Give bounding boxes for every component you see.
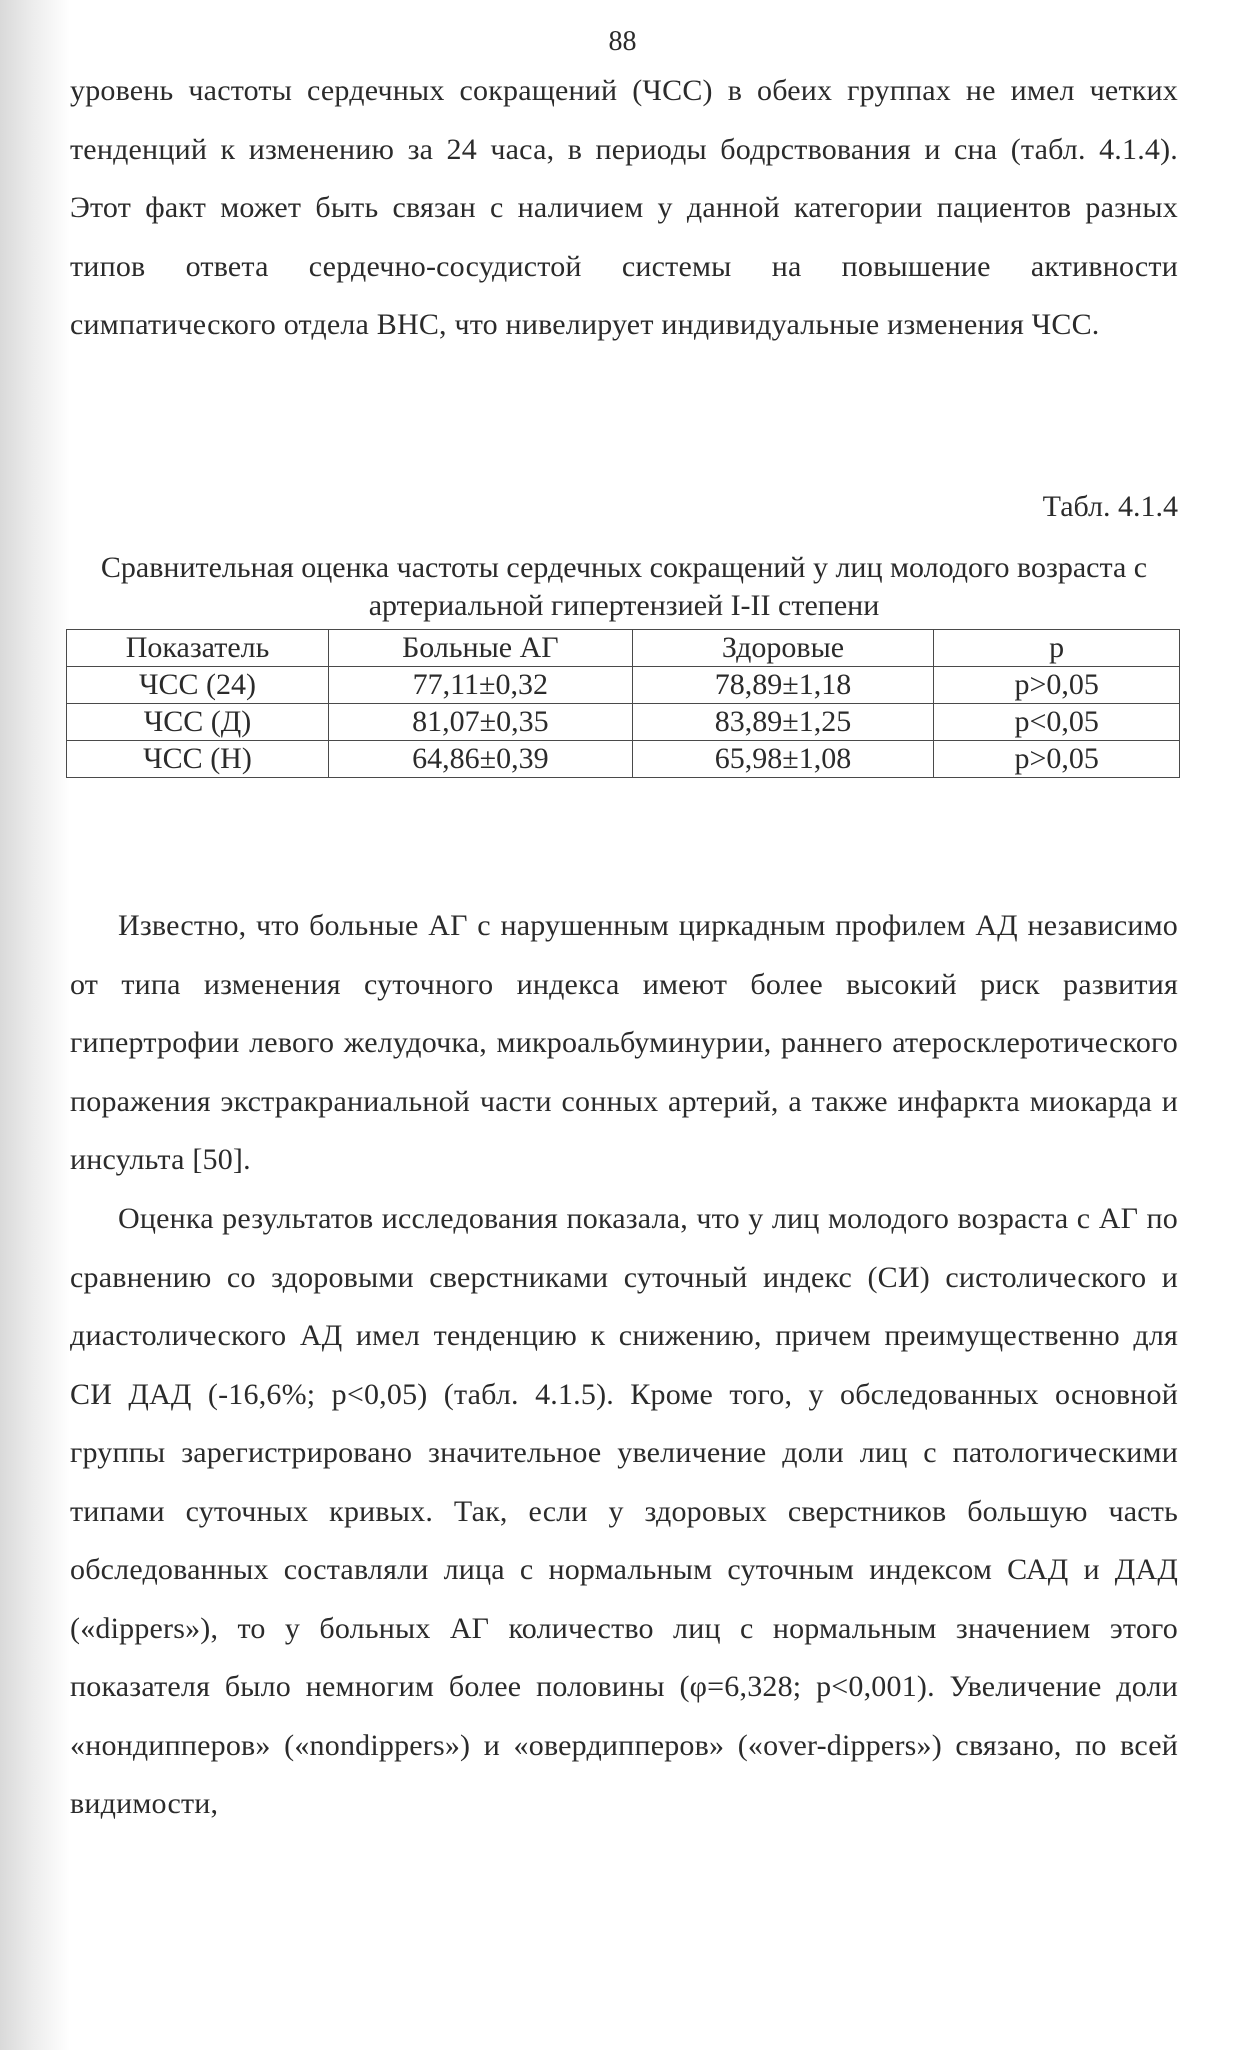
header-indicator: Показатель <box>67 630 329 667</box>
cell-patients: 81,07±0,35 <box>329 704 633 741</box>
cell-healthy: 78,89±1,18 <box>632 667 934 704</box>
page-number: 88 <box>608 26 637 57</box>
header-healthy: Здоровые <box>632 630 934 667</box>
scan-edge-shadow <box>0 0 70 2050</box>
cell-indicator: ЧСС (24) <box>67 667 329 704</box>
cell-healthy: 65,98±1,08 <box>632 741 934 778</box>
header-patients: Больные АГ <box>329 630 633 667</box>
cell-indicator: ЧСС (Д) <box>67 704 329 741</box>
cell-p: p<0,05 <box>934 704 1180 741</box>
cell-patients: 64,86±0,39 <box>329 741 633 778</box>
table-caption: Сравнительная оценка частоты сердечных сокращений у лиц молодого возраста с артериальной гипертензией I-II степени <box>100 551 1148 622</box>
table-row <box>67 741 1180 778</box>
header-p: p <box>934 630 1180 667</box>
cell-patients: 77,11±0,32 <box>329 667 633 704</box>
paragraph-circadian-risk: Известно, что больные АГ с нарушенным циркадным профилем АД независимо от типа изменения суточного индекса имеют более высокий риск развития гипертрофии левого желудочка, микроальбуминурии, раннего атеросклеротического поражения экстракраниальной части сонных артерий, а также инфаркта миокарда и инсульта [50]. <box>70 909 1178 1176</box>
cell-p: p>0,05 <box>934 667 1180 704</box>
paragraph-heart-rate-trend: уровень частоты сердечных сокращений (ЧСС) в обеих группах не имел четких тенденций к изменению за 24 часа, в периоды бодрствования и сна (табл. 4.1.4). Этот факт может быть связан с наличием у данной категории пациентов разных типов ответа сердечно-сосудистой системы на повышение активности симпатического отдела ВНС, что нивелирует индивидуальные изменения ЧСС. <box>70 74 1178 341</box>
cell-indicator: ЧСС (Н) <box>67 741 329 778</box>
table-label: Табл. 4.1.4 <box>1042 490 1178 523</box>
table-header-row <box>67 630 1180 667</box>
heart-rate-table <box>66 629 1180 778</box>
paragraph-daily-index-results: Оценка результатов исследования показала, что у лиц молодого возраста с АГ по сравнению со здоровыми сверстниками суточный индекс (СИ) систолического и диастолического АД имел тенденцию к снижению, причем преимущественно для СИ ДАД (-16,6%; p<0,05) (табл. 4.1.5). Кроме того, у обследованных основной группы зарегистрировано значительное увеличение доли лиц с патологическими типами суточных кривых. Так, если у здоровых сверстников большую часть обследованных составляли лица с нормальным суточным индексом САД и ДАД («dippers»), то у больных АГ количество лиц с нормальным значением этого показателя было немногим более половины (φ=6,328; p<0,001). Увеличение доли «нондипперов» («nondippers») и «овердипперов» («over-dippers») связано, по всей видимости, <box>70 1202 1178 1820</box>
cell-p: p>0,05 <box>934 741 1180 778</box>
table-row <box>67 667 1180 704</box>
cell-healthy: 83,89±1,25 <box>632 704 934 741</box>
table-row <box>67 704 1180 741</box>
